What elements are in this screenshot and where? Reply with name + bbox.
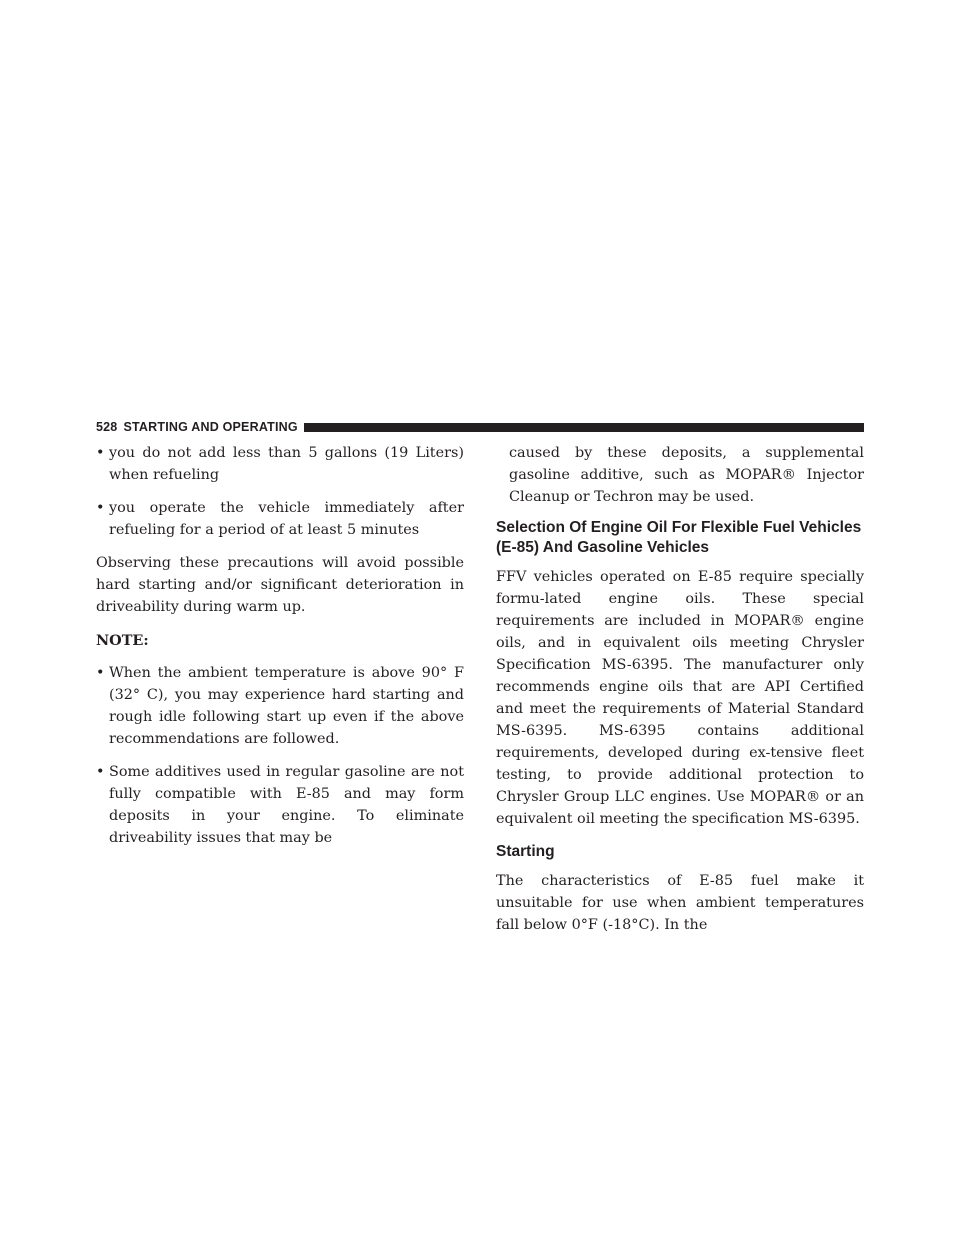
page-number: 528 xyxy=(96,420,118,434)
precautions-paragraph: Observing these precautions will avoid possible hard starting and/or significant deterioration in driveability during warm up. xyxy=(96,555,464,615)
right-column xyxy=(496,442,864,948)
starting-paragraph: The characteristics of E-85 fuel make it unsuitable for use when ambient temperatures fall below 0°F (-18°C). In the xyxy=(496,873,864,933)
section-title: STARTING AND OPERATING xyxy=(123,420,298,434)
engine-oil-heading: Selection Of Engine Oil For Flexible Fuel Vehicles (E-85) And Gasoline Vehicles xyxy=(496,519,862,556)
note-label: NOTE: xyxy=(96,632,149,649)
bullet-item xyxy=(96,442,464,486)
bullet-item xyxy=(96,497,464,541)
bullet-continuation: caused by these deposits, a supplemental gasoline additive, such as MOPAR® Injector Cleanup or Techron may be used. xyxy=(509,445,864,505)
engine-oil-paragraph: FFV vehicles operated on E-85 require specially formu-lated engine oils. These special requirements are included in MOPAR® engine oils, and in equivalent oils meeting Chrysler Specification MS-6395. The manufacturer only recommends engine oils that are API Certified and meet the requirements of Material Standard MS-6395. MS-6395 contains additional requirements, developed during ex-tensive fleet testing, to provide additional protection to Chrysler Group LLC engines. Use MOPAR® or an equivalent oil meeting the specification MS-6395. xyxy=(496,569,864,827)
starting-heading: Starting xyxy=(496,843,555,860)
bullet-item xyxy=(96,662,464,750)
page-header xyxy=(96,420,864,434)
bullet-icon: • xyxy=(96,764,105,780)
header-rule xyxy=(304,423,864,432)
bullet-icon: • xyxy=(96,665,105,681)
bullet-text: Some additives used in regular gasoline are not fully compatible with E-85 and may form deposits in your engine. To eliminate driveability issues that may be xyxy=(109,764,464,846)
left-column xyxy=(96,442,464,860)
bullet-text: you do not add less than 5 gallons (19 Liters) when refueling xyxy=(109,445,464,483)
bullet-item xyxy=(96,761,464,849)
bullet-icon: • xyxy=(96,445,105,461)
bullet-text: you operate the vehicle immediately after refueling for a period of at least 5 minutes xyxy=(109,500,464,538)
bullet-text: When the ambient temperature is above 90° F (32° C), you may experience hard starting and rough idle following start up even if the above recommendations are followed. xyxy=(109,665,464,747)
bullet-icon: • xyxy=(96,500,105,516)
